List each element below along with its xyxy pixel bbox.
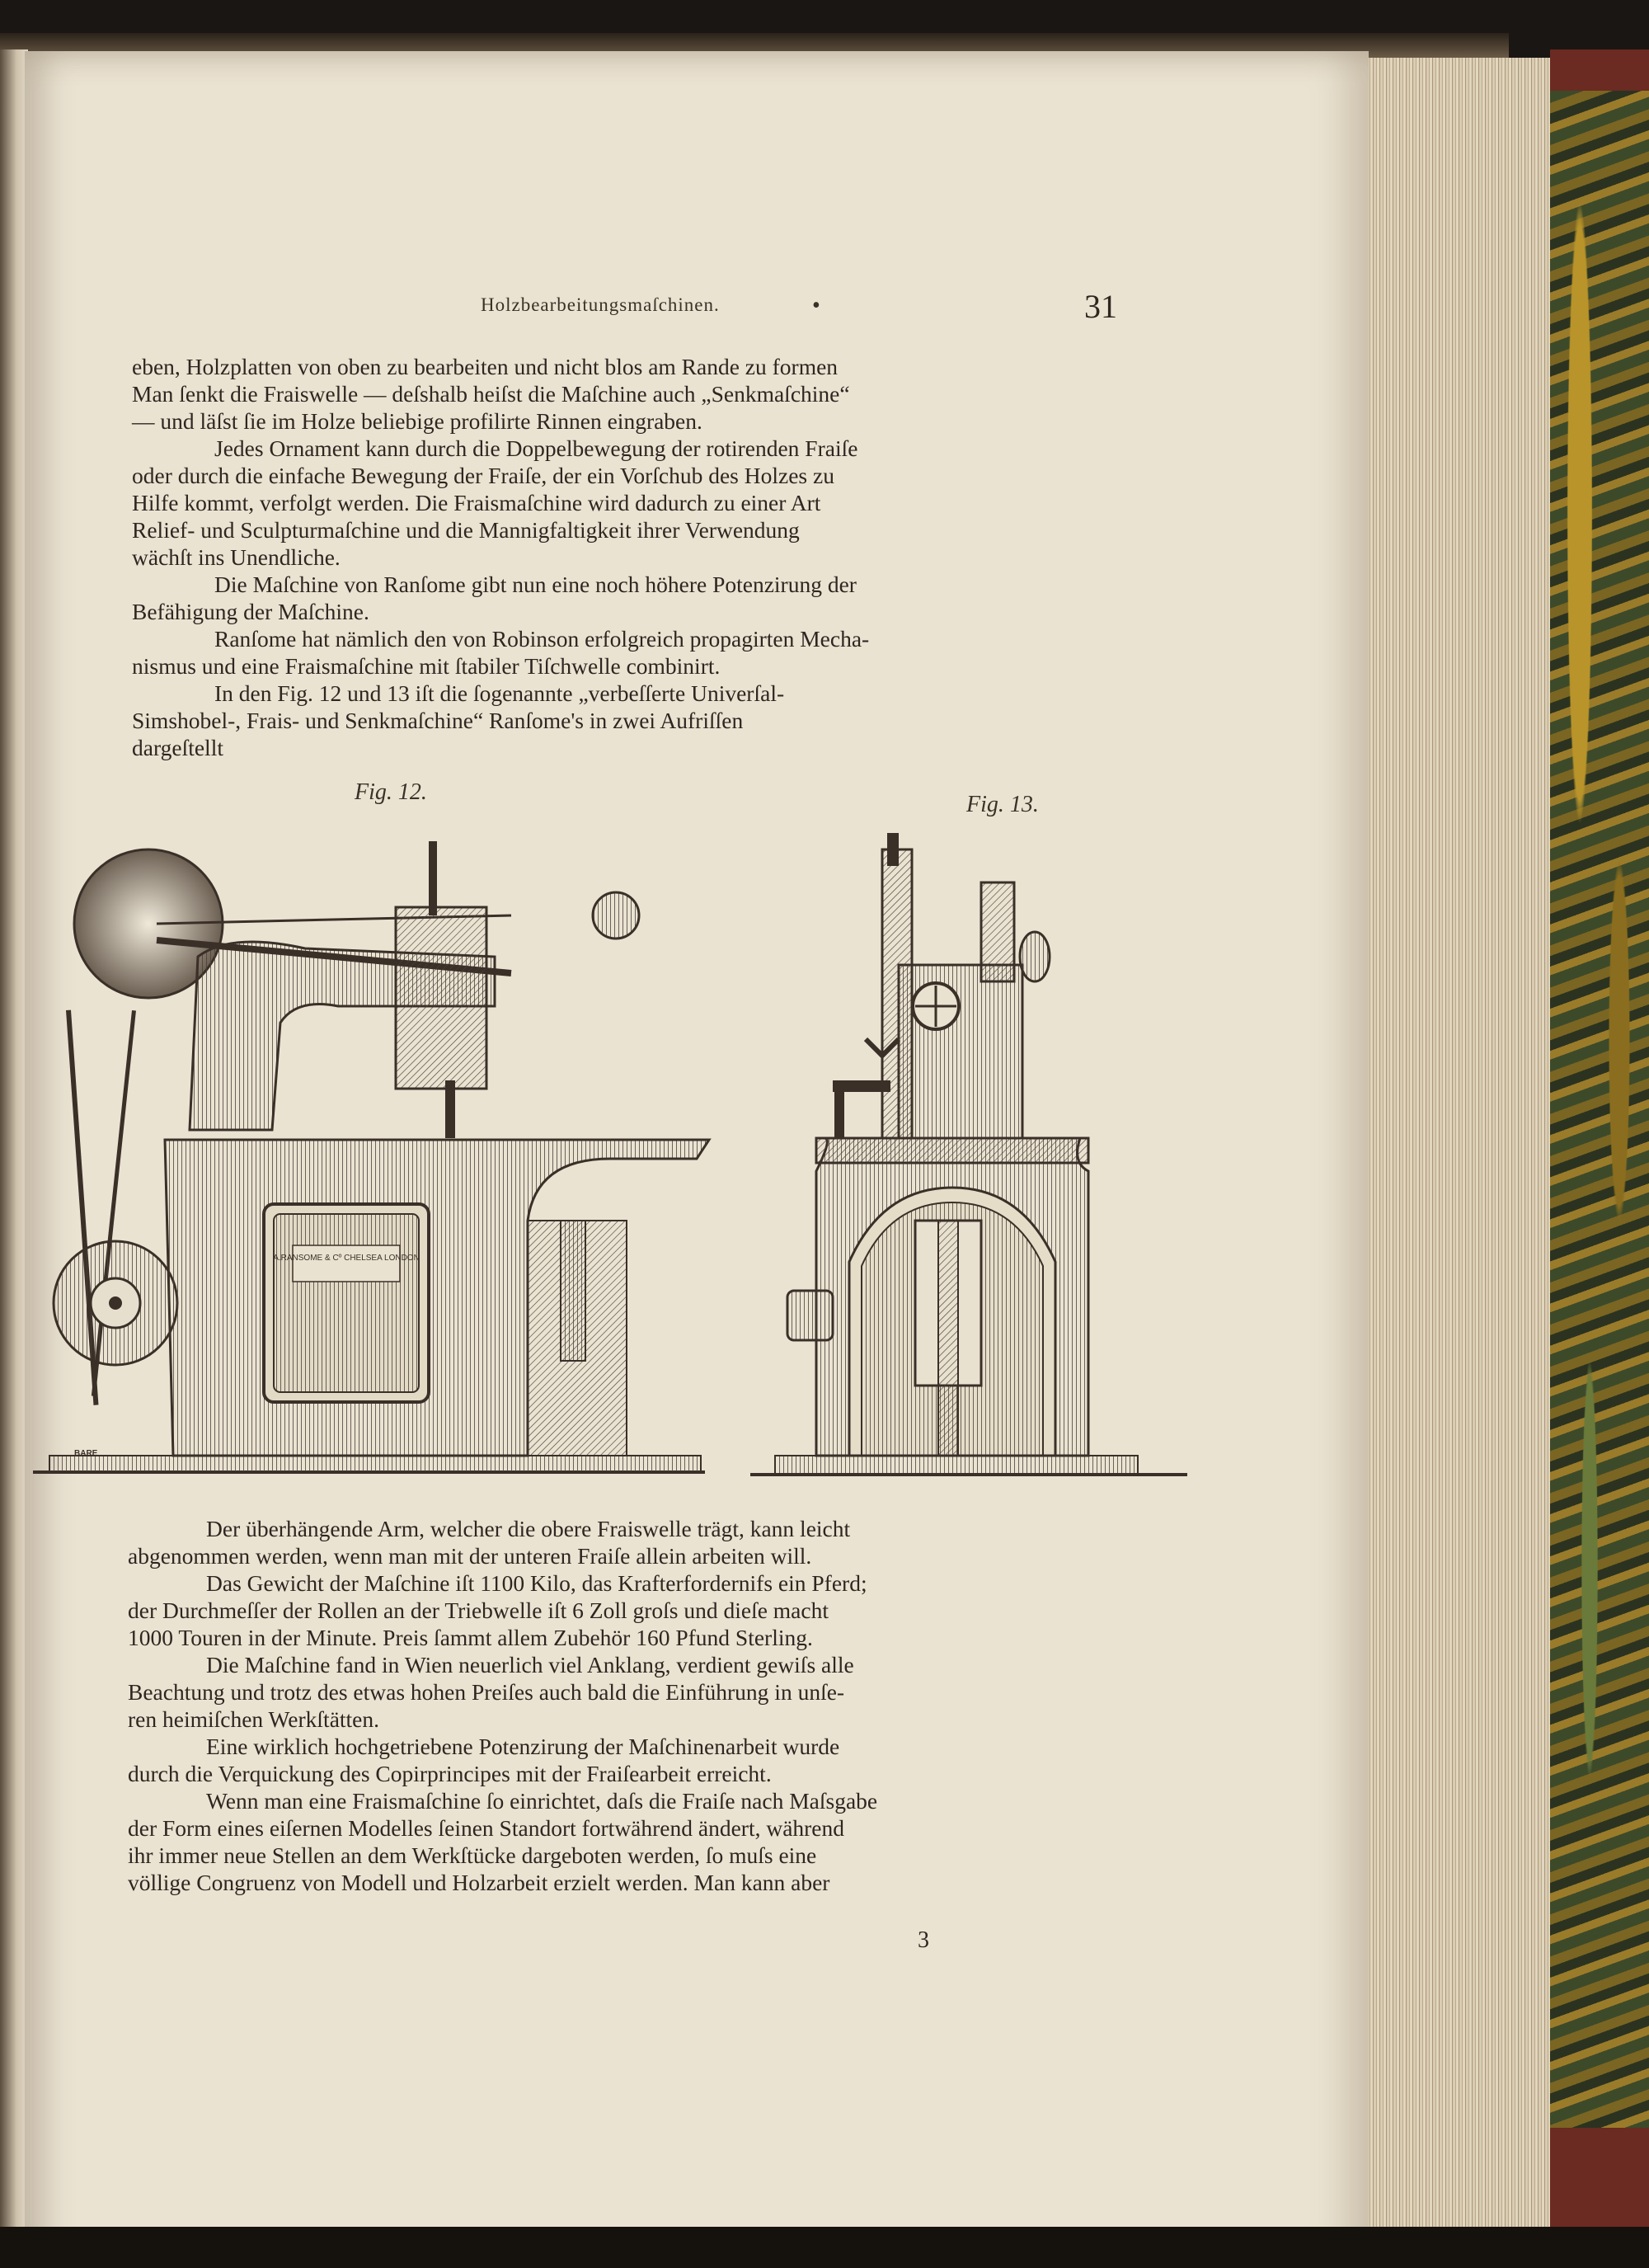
- text-line: völlige Congruenz von Modell und Holzarbeit erzielt werden. Man kann aber: [128, 1870, 830, 1895]
- text-line: nismus und eine Fraismaſchine mit ſtabiler Tiſchwelle combinirt.: [132, 653, 721, 679]
- running-title: Holzbearbeitungsmaſchinen.: [481, 294, 720, 315]
- text-line: der Durchmeſſer der Rollen an der Triebwelle iſt 6 Zoll groſs und dieſe macht: [128, 1597, 829, 1623]
- text-line: 1000 Touren in der Minute. Preis ſammt allem Zubehör 160 Pfund Sterling.: [128, 1625, 813, 1650]
- text-line: — und läſst ſie im Holze beliebige profilirte Rinnen eingraben.: [132, 408, 702, 434]
- cover-leather-bottom: [1550, 2128, 1649, 2243]
- marbled-cover: [1550, 91, 1649, 2202]
- text-line: dargeſtellt: [132, 735, 223, 760]
- text-line: Man ſenkt die Fraiswelle — deſshalb heiſst die Maſchine auch „Senkmaſchine“: [132, 381, 850, 407]
- engraver-signature: BARE: [74, 1449, 98, 1458]
- machine-engravings: [33, 833, 1204, 1476]
- text-line: Die Maſchine fand in Wien neuerlich viel Anklang, verdient gewiſs alle: [206, 1652, 854, 1677]
- text-line: wächſt ins Unendliche.: [132, 544, 341, 570]
- text-line: Eine wirklich hochgetriebene Potenzirung der Maſchinenarbeit wurde: [206, 1734, 840, 1759]
- text-line: Beachtung und trotz des etwas hohen Preiſes auch bald die Einführung in unſe-: [128, 1679, 845, 1705]
- text-block-bottom: [128, 1515, 1117, 1896]
- text-line: Ranſome hat nämlich den von Robinson erfolgreich propagirten Mecha-: [214, 626, 870, 652]
- text-line: abgenommen werden, wenn man mit der unteren Fraiſe allein arbeiten will.: [128, 1543, 812, 1569]
- left-page-edge: [0, 49, 28, 2268]
- figure-13-machine: [750, 833, 1187, 1475]
- text-line: Befähigung der Maſchine.: [132, 599, 369, 624]
- text-line: Wenn man eine Fraismaſchine ſo einrichtet, daſs die Fraiſe nach Maſsgabe: [206, 1788, 878, 1814]
- text-line: der Form eines eiſernen Modelles ſeinen Standort fortwährend ändert, während: [128, 1815, 845, 1841]
- text-line: Hilfe kommt, verfolgt werden. Die Fraismaſchine wird dadurch zu einer Art: [132, 490, 821, 515]
- page-block-edge: [1360, 58, 1558, 2227]
- text-line: durch die Verquickung des Copirprincipes mit der Fraiſearbeit erreicht.: [128, 1761, 772, 1786]
- text-line: eben, Holzplatten von oben zu bearbeiten und nicht blos am Rande zu formen: [132, 354, 839, 379]
- text-line: ren heimiſchen Werkſtätten.: [128, 1706, 380, 1732]
- scan-bottom-edge: [0, 2227, 1649, 2268]
- figure-caption-12: Fig. 12.: [355, 779, 427, 805]
- text-line: In den Fig. 12 und 13 iſt die ſogenannte „verbeſſerte Univerſal-: [214, 680, 785, 706]
- figure-caption-13: Fig. 13.: [966, 792, 1039, 817]
- text-line: Simshobel-, Frais- und Senkmaſchine“ Ranſome's in zwei Aufriſſen: [132, 708, 744, 733]
- header-bullet: •: [812, 293, 820, 318]
- figure-12-machine: [33, 841, 709, 1472]
- maker-plate-text: A.RANSOME & Cº CHELSEA LONDON: [273, 1254, 420, 1263]
- text-line: Jedes Ornament kann durch die Doppelbewegung der rotirenden Fraiſe: [214, 435, 858, 461]
- text-line: Das Gewicht der Maſchine iſt 1100 Kilo, das Krafterfordernifs ein Pferd;: [206, 1570, 867, 1596]
- text-line: Die Maſchine von Ranſome gibt nun eine noch höhere Potenzirung der: [214, 572, 857, 597]
- text-line: Relief- und Sculpturmaſchine und die Mannigfaltigkeit ihrer Verwendung: [132, 517, 800, 543]
- text-line: ihr immer neue Stellen an dem Werkſtücke dargeboten werden, ſo muſs eine: [128, 1842, 817, 1868]
- text-line: oder durch die einfache Bewegung der Fraiſe, der ein Vorſchub des Holzes zu: [132, 463, 834, 488]
- page-number: 31: [1084, 288, 1117, 325]
- signature-mark: 3: [918, 1927, 929, 1953]
- text-block-top: [132, 353, 1121, 761]
- text-line: Der überhängende Arm, welcher die obere Fraiswelle trägt, kann leicht: [206, 1516, 851, 1541]
